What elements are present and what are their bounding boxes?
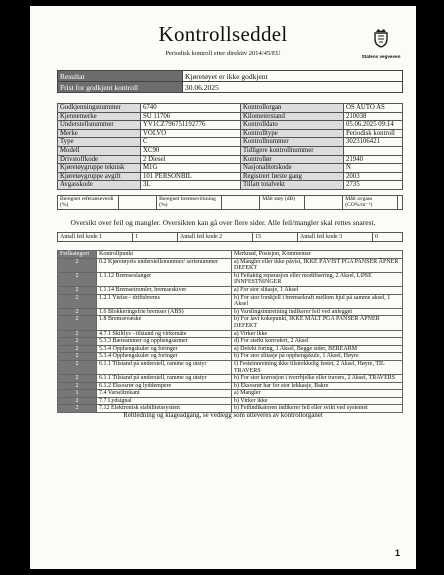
- fault-row: [58, 330, 403, 338]
- fault-row: [58, 258, 403, 272]
- page-title: Kontrollseddel: [158, 22, 288, 46]
- noise-value: [304, 196, 342, 210]
- field-label: Kontrolltype: [241, 129, 344, 138]
- fault-remark: b) Virker ikke: [232, 397, 403, 405]
- fault-category: 2: [58, 375, 97, 383]
- fault-row: [58, 308, 403, 316]
- field-label: Understellsnummer: [58, 121, 141, 130]
- fault-category: 2: [58, 286, 97, 294]
- field-value: SU 11706: [141, 112, 241, 121]
- measurement-table: [57, 195, 403, 210]
- field-value: C: [141, 138, 241, 147]
- header-checkpoint: Kontrollpunkt: [97, 251, 232, 259]
- fault-counts-table: [57, 232, 403, 242]
- fault-row: [58, 294, 403, 308]
- fault-category: 2: [58, 360, 97, 374]
- fault-row: [58, 272, 403, 286]
- field-value: 101 PERSONBIL: [141, 172, 241, 181]
- fault-checkpoint: 6.1.1 Tilstand på understell, ramme og utstyr: [97, 375, 232, 383]
- result-label: Resultat: [58, 71, 183, 82]
- count-code3-label: Antall feil kode 3: [298, 233, 373, 242]
- field-value: [344, 146, 403, 155]
- field-label: Drivstoffkode: [58, 155, 141, 164]
- field-value: OS AUTO AS: [344, 104, 403, 113]
- noise-label: Målt støy (dB): [260, 196, 305, 210]
- fault-remark: a) Mangler: [232, 390, 403, 398]
- vehicle-info-row: [58, 146, 403, 155]
- fault-category: 2: [58, 382, 97, 390]
- footer-text: Rettledning og klageadgang, se vedlegg som utleveres av kontrollorganet: [123, 412, 323, 419]
- fault-checkpoint: 5.3.4 Opphengskuler og foringer: [97, 353, 232, 361]
- header-remark: Merknad, Posisjon, Kommentar: [232, 251, 403, 259]
- fault-category: 2: [58, 338, 97, 346]
- reference-value-label: Beregnet referanseverdi (%): [58, 196, 119, 210]
- fault-remark: b) For lavt kokepunkt, IKKE MÅLT PGA PANSER ÅPNER DEFEKT: [232, 316, 403, 330]
- field-label: Modell: [58, 146, 141, 155]
- field-value: 3023106421: [344, 138, 403, 147]
- field-value: VOLVO: [141, 129, 241, 138]
- result-table: [57, 70, 403, 93]
- fault-checkpoint: 7.12 Elektronisk stabilitetssystem: [97, 405, 232, 413]
- field-label: Kontrollør: [241, 155, 344, 164]
- result-value: Kjøretøyet er ikke godkjent: [183, 71, 403, 82]
- fault-checkpoint: 5.3.3 Bæreammer og opphengsarmer: [97, 338, 232, 346]
- fault-table: [57, 250, 403, 413]
- fault-remark: a) For stor slitasje, 1 Aksel: [232, 286, 403, 294]
- field-label: Kilometerstand: [241, 112, 344, 121]
- agency-name: Statens vegvesen: [361, 54, 401, 59]
- deadline-value: 30.06.2025: [183, 82, 403, 93]
- fault-row: [58, 382, 403, 390]
- field-label: Kjennemerke: [58, 112, 141, 121]
- field-label: Avgasskode: [58, 181, 141, 190]
- page-mark: 1: [395, 548, 401, 558]
- fault-remark: b) For stor korrosjon i tverrbjelke eller travers, 2 Aksel, TRAVERS: [232, 375, 403, 383]
- fault-remark: a) Defekt foring, 1 Aksel, Begge sider, BEREARM: [232, 345, 403, 353]
- field-label: Kontrollnummer: [241, 138, 344, 147]
- document-page: [30, 6, 416, 569]
- field-value: YV1CZ796751192776: [141, 121, 241, 130]
- fault-checkpoint: 7.7 Lydsignal: [97, 397, 232, 405]
- fault-category: 2: [58, 330, 97, 338]
- fault-checkpoint: 4.7.1 Skiltlys - tilstand og virkemåte: [97, 330, 232, 338]
- fault-checkpoint: 7.4 Varseltrekant: [97, 390, 232, 398]
- header-category: Feilkategori: [58, 251, 97, 259]
- field-label: Registrert første gang: [241, 172, 344, 181]
- fault-checkpoint: 1.6 Blokkeringsfrie bremser (ABS): [97, 308, 232, 316]
- vehicle-info-row: [58, 112, 403, 121]
- fault-category: 2: [58, 308, 97, 316]
- fault-checkpoint: 0.2 Kjøretøyets understellsnummer/ serienummer: [97, 258, 232, 272]
- field-label: Kjøretøygruppe avgift: [58, 172, 141, 181]
- field-value: Periodisk kontroll: [344, 129, 403, 138]
- fault-category: 2: [58, 272, 97, 286]
- field-value: M1G: [141, 164, 241, 173]
- fault-remark: b) For stor forskjell i bremsekraft mellom hjul på samme aksel, 1 Aksel: [232, 294, 403, 308]
- vehicle-info-table: [57, 103, 403, 190]
- fault-row: [58, 316, 403, 330]
- fault-row: [58, 286, 403, 294]
- deadline-label: Frist for godkjent kontroll: [58, 82, 183, 93]
- fault-remark: b) Feilaktig reparasjon eller modifisering, 2 Aksel, LØSE INNFESTNINGER: [232, 272, 403, 286]
- count-code2-value: 15: [253, 233, 298, 242]
- fault-row: [58, 338, 403, 346]
- agency-logo: [361, 28, 401, 59]
- field-label: Tillatt totalvekt: [241, 181, 344, 190]
- fault-remark: b) Feilindikatoren indikerer feil eller svikt ved systemet: [232, 405, 403, 413]
- field-label: Tidligere kontrollnummer: [241, 146, 344, 155]
- field-value: 05.06.2025 09:14: [344, 121, 403, 130]
- exhaust-value: [398, 196, 403, 210]
- page-subtitle: Periodisk kontroll etter direktiv 2014/45/EU: [165, 50, 281, 57]
- field-label: Type: [58, 138, 141, 147]
- fault-remark: f) Festeinnretning ikke tilstrekkelig festet, 2 Aksel, Høyre, TIL TRAVERS: [232, 360, 403, 374]
- field-value: 2003: [344, 172, 403, 181]
- field-label: Kontrolldato: [241, 121, 344, 130]
- vehicle-info-row: [58, 164, 403, 173]
- fault-row: [58, 397, 403, 405]
- vehicle-info-row: [58, 181, 403, 190]
- fault-remark: b) Eksosrør har for stor lekkasje, Bakre: [232, 382, 403, 390]
- brake-efficiency-label: Beregnet bremsevirkning (%): [157, 196, 222, 210]
- fault-category: 2: [58, 353, 97, 361]
- field-label: Merke: [58, 129, 141, 138]
- fault-row: [58, 360, 403, 374]
- fault-category: 1: [58, 390, 97, 398]
- exhaust-label: Målt avgass (CO%/m⁻¹): [343, 196, 398, 210]
- vehicle-info-row: [58, 172, 403, 181]
- fault-category: 2: [58, 294, 97, 308]
- fault-remark: b) For stor slitasje på opphengskule, 1 Aksel, Høyre: [232, 353, 403, 361]
- count-code1-value: 1: [133, 233, 178, 242]
- fault-remark: a) Virker ikke: [232, 330, 403, 338]
- count-code2-label: Antall feil kode 2: [178, 233, 253, 242]
- fault-row: [58, 390, 403, 398]
- overview-text: Oversikt over feil og mangler. Oversikten kan gå over flere sider. Alle feil/mangler skal rettes snarest.: [70, 218, 376, 227]
- field-value: XC90: [141, 146, 241, 155]
- field-value: 21940: [344, 155, 403, 164]
- fault-remark: d) For sterkt korrodert, 2 Aksel: [232, 338, 403, 346]
- fault-row: [58, 353, 403, 361]
- fault-remark: a) Mangler eller ikke påvist, IKKE PÅVIST PGA PANSER ÅPNER DEFEKT: [232, 258, 403, 272]
- fault-category: 2: [58, 405, 97, 413]
- field-value: 6740: [141, 104, 241, 113]
- crown-shield-icon: [373, 28, 389, 48]
- fault-row: [58, 345, 403, 353]
- fault-table-header: [58, 251, 403, 259]
- fault-row: [58, 375, 403, 383]
- vehicle-info-row: [58, 121, 403, 130]
- fault-checkpoint: 1.1.14 Bremsetromler, bremseskiver: [97, 286, 232, 294]
- fault-category: 2: [58, 258, 97, 272]
- fault-checkpoint: 1.8 Bremsevæske: [97, 316, 232, 330]
- field-value: 3L: [141, 181, 241, 190]
- brake-efficiency-value: [221, 196, 259, 210]
- field-value: 2735: [344, 181, 403, 190]
- vehicle-info-row: [58, 104, 403, 113]
- fault-checkpoint: 1.1.12 Bremseslanger: [97, 272, 232, 286]
- field-value: N: [344, 164, 403, 173]
- field-value: 2 Diesel: [141, 155, 241, 164]
- field-label: Kjøretøygruppe teknisk: [58, 164, 141, 173]
- field-label: Kontrollorgan: [241, 104, 344, 113]
- fault-category: 2: [58, 345, 97, 353]
- fault-checkpoint: 5.3.4 Opphengskuler og foringer: [97, 345, 232, 353]
- fault-remark: b) Varslingsinnretning indikerer feil ved anlegget: [232, 308, 403, 316]
- fault-category: 2: [58, 316, 97, 330]
- count-code1-label: Antall feil kode 1: [58, 233, 133, 242]
- field-value: 210038: [344, 112, 403, 121]
- fault-checkpoint: 1.2.1 Ytelse - driftsbrems: [97, 294, 232, 308]
- reference-value: [118, 196, 156, 210]
- vehicle-info-row: [58, 138, 403, 147]
- fault-category: 2: [58, 397, 97, 405]
- field-label: Godkjenningsnummer: [58, 104, 141, 113]
- fault-checkpoint: 6.1.2 Eksosrør og lyddempere: [97, 382, 232, 390]
- count-code3-value: 0: [373, 233, 403, 242]
- field-label: Nasjonalitetskode: [241, 164, 344, 173]
- fault-checkpoint: 6.1.1 Tilstand på understell, ramme og utstyr: [97, 360, 232, 374]
- vehicle-info-row: [58, 155, 403, 164]
- vehicle-info-row: [58, 129, 403, 138]
